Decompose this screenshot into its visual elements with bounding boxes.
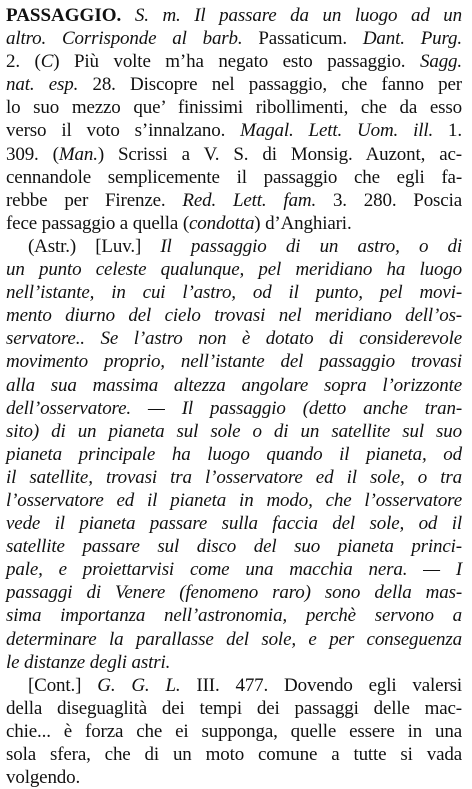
italic-text: nat. esp.: [6, 74, 79, 96]
italic-text: mento diurno del cielo trovasi nel meridiano dell’os-: [6, 305, 462, 327]
italic-text: satellite passare sul disco del suo pianeta princi-: [6, 536, 462, 558]
italic-text: dell’osservatore. — Il passaggio (detto anche tran-: [6, 397, 462, 419]
text-run: 309. (: [6, 143, 59, 165]
entry-line: [6, 443, 462, 466]
entry-line: [6, 258, 462, 281]
text-run: ) d’Anghiari.: [254, 212, 352, 234]
entry-line: [6, 604, 462, 627]
italic-text: alla sua massima altezza angolare sopra l’orizzonte: [6, 374, 462, 396]
text-run: fece passaggio a quella (: [6, 212, 189, 234]
text-run: verso il voto s’innalzano.: [6, 120, 241, 142]
entry-line: [6, 235, 462, 258]
text-run: 3. 280. Poscia: [316, 189, 462, 211]
entry-line: [6, 697, 462, 720]
italic-text: il satellite, trovasi tra l’osservatore ed il sole, o tra: [6, 466, 462, 488]
italic-text: movimento proprio, nell’istante del passaggio trovasi: [6, 351, 462, 373]
italic-text: un punto celeste qualunque, pel meridiano ha luogo: [6, 259, 462, 281]
entry-line: [6, 189, 462, 212]
entry-line: [6, 674, 462, 697]
italic-text: determinare la parallasse del sole, e per conseguenza: [6, 628, 462, 650]
text-run: della diseguaglità dei tempi dei passaggi delle mac-: [6, 697, 462, 719]
entry-line: [6, 73, 462, 96]
italic-text: nell’istante, in cui l’astro, od il punto, pel movi-: [6, 282, 462, 304]
entry-line: [6, 281, 462, 304]
entry-line: [6, 628, 462, 651]
text-run: sola sfera, che di un moto comune a tutte si vada: [6, 744, 462, 765]
italic-text: C: [40, 51, 54, 73]
entry-line: [6, 304, 462, 327]
text-run: 2. (: [6, 51, 41, 73]
text-run: III. 477. Dovendo egli valersi: [180, 674, 463, 696]
entry-line: [6, 489, 462, 512]
italic-text: servatore.. Se l’astro non è dotato di considerevole: [6, 328, 462, 350]
text-run: cennandole semplicemente il passaggio che egli fa-: [6, 166, 462, 188]
italic-text: l’osservatore ed il pianeta in modo, che l’osservatore: [6, 489, 462, 511]
entry-line: [6, 96, 462, 119]
entry-line: [6, 350, 462, 373]
entry-line: [6, 374, 462, 397]
entry-line: [6, 166, 462, 189]
text-run: 28. Discopre nel passaggio, che fanno per: [78, 74, 462, 96]
italic-text: S. m. Il passare da un luogo ad un: [134, 5, 462, 26]
entry-line: [6, 327, 462, 350]
italic-text: Sagg.: [420, 51, 463, 73]
entry-line: [6, 581, 462, 604]
entry-line: [6, 466, 462, 489]
italic-text: passaggi di Venere (fenomeno raro) sono della mas-: [6, 582, 462, 604]
text-run: lo suo mezzo que’ finissimi ribollimenti, che da esso: [6, 97, 462, 119]
italic-text: pianeta principale ha luogo quando il pianeta, od: [6, 443, 462, 465]
headword: PASSAGGIO.: [6, 5, 122, 26]
text-run: chie... è forza che ei supponga, quelle essere in una: [6, 720, 462, 742]
italic-text: G. G. L.: [97, 674, 181, 696]
text-run: volgendo.: [6, 767, 81, 789]
italic-text: le distanze degli astri.: [6, 651, 171, 673]
entry-line: [6, 212, 462, 235]
entry-line: [6, 720, 462, 743]
dictionary-entry: [6, 4, 462, 789]
italic-text: Magal. Lett. Uom. ill.: [240, 120, 434, 142]
entry-line: [6, 397, 462, 420]
text-run: Passaticum.: [242, 28, 363, 50]
text-run: ) Scrissi a V. S. di Monsig. Auzont, ac-: [97, 143, 462, 165]
italic-text: sito) di un pianeta sul sole o di un satellite sul suo: [6, 420, 462, 442]
italic-text: altro. Corrisponde al barb.: [6, 28, 243, 50]
italic-text: pale, e proiettarvisi come una macchia nera. — I: [6, 559, 462, 581]
italic-text: Red. Lett. fam.: [182, 189, 317, 211]
entry-line: [6, 512, 462, 535]
text-run: (Astr.) [Luv.]: [28, 235, 161, 257]
entry-line: [6, 651, 462, 674]
text-run: rebbe per Firenze.: [6, 189, 183, 211]
italic-text: Il passaggio di un astro, o di: [160, 235, 463, 257]
italic-text: sima importanza nell’astronomia, perchè servono a: [6, 605, 462, 627]
entry-line: [6, 420, 462, 443]
text-run: ) Più volte m’ha negato esto passaggio.: [53, 51, 420, 73]
italic-text: Man.: [58, 143, 98, 165]
entry-line: [6, 743, 462, 766]
entry-line: [6, 4, 462, 27]
italic-text: condotta: [189, 212, 255, 234]
entry-line: [6, 50, 462, 73]
entry-line: [6, 558, 462, 581]
entry-line: [6, 143, 462, 166]
text-run: 1.: [433, 120, 462, 142]
entry-line: [6, 535, 462, 558]
italic-text: Dant. Purg.: [362, 28, 462, 50]
italic-text: vede il pianeta passare sulla faccia del sole, od il: [6, 513, 462, 535]
text-run: [Cont.]: [28, 674, 98, 696]
entry-line: [6, 119, 462, 142]
entry-line: [6, 27, 462, 50]
text-run: [121, 5, 135, 26]
entry-line: [6, 766, 462, 789]
